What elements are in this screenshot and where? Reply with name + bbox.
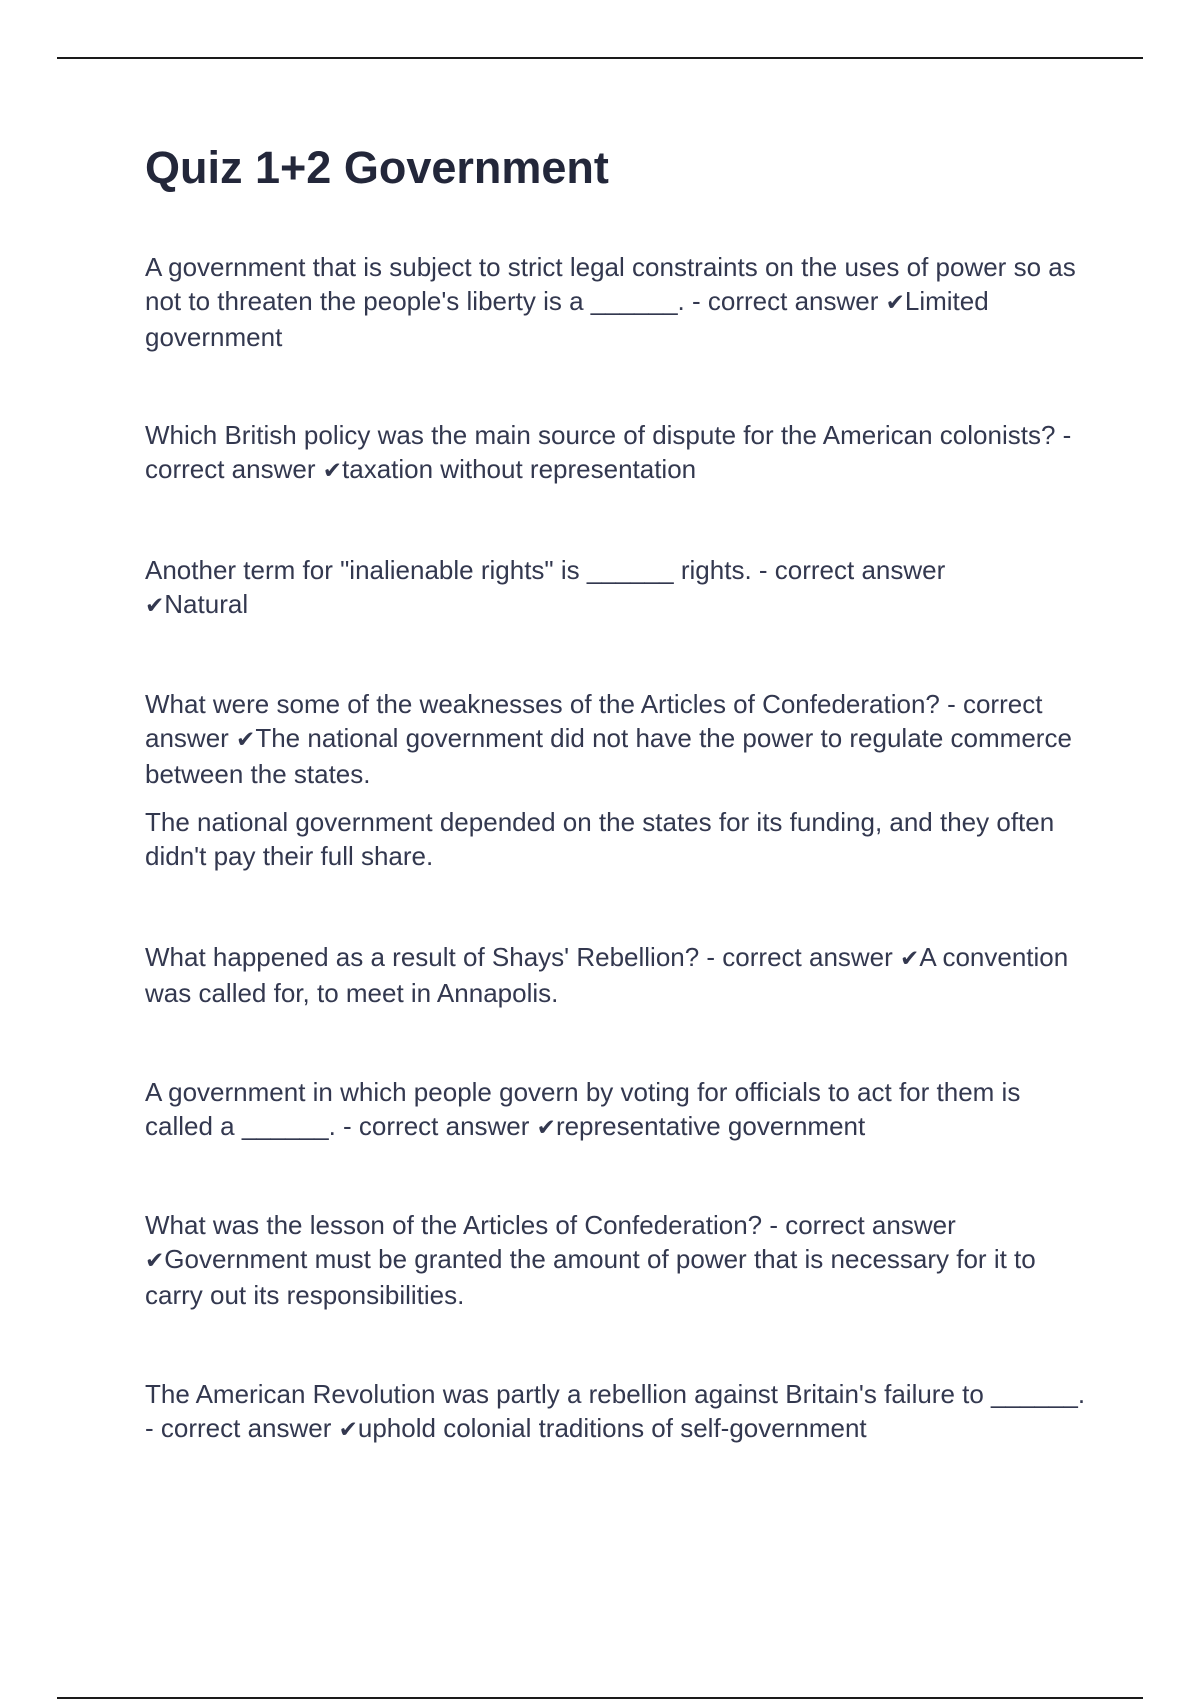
checkmark-icon: ✔ xyxy=(885,290,905,316)
question-text: What happened as a result of Shays' Rebellion? - correct answer xyxy=(145,942,901,972)
question-text: A government in which people govern by voting for officials to act for them is called a ______. - correct answer xyxy=(145,1077,1021,1141)
answer-text: Natural xyxy=(164,589,249,619)
question-text: What were some of the weaknesses of the Articles of Confederation? - correct answer xyxy=(145,689,1043,753)
answer-text: uphold colonial traditions of self-government xyxy=(357,1413,867,1443)
qa-item-1 xyxy=(145,250,1090,354)
top-rule xyxy=(57,57,1143,59)
checkmark-icon: ✔ xyxy=(145,593,165,619)
checkmark-icon: ✔ xyxy=(145,1248,165,1274)
answer-text: representative government xyxy=(555,1111,866,1141)
answer-text: Government must be granted the amount of power that is necessary for it to carry out its responsibilities. xyxy=(145,1244,1036,1310)
qa-item-4-continuation: The national government depended on the states for its funding, and they often didn't pay their full share. xyxy=(145,807,1055,871)
answer-text: Limited government xyxy=(145,286,989,352)
question-text: Another term for "inalienable rights" is ______ rights. - correct answer xyxy=(145,555,946,585)
checkmark-icon: ✔ xyxy=(338,1417,358,1443)
checkmark-icon: ✔ xyxy=(236,727,256,753)
qa-item-4 xyxy=(145,687,1090,791)
answer-text: taxation without representation xyxy=(342,454,697,484)
checkmark-icon: ✔ xyxy=(900,946,920,972)
page-title: Quiz 1+2 Government xyxy=(145,142,609,193)
checkmark-icon: ✔ xyxy=(322,458,343,484)
question-text: A government that is subject to strict legal constraints on the uses of power so as not to threaten the people's liberty is a ______. - correct answer xyxy=(145,252,1076,316)
qa-item-6 xyxy=(145,1075,1090,1145)
answer-text: The national government did not have the power to regulate commerce between the states. xyxy=(145,723,1072,789)
qa-item-3 xyxy=(145,553,1090,623)
qa-item-7 xyxy=(145,1208,1090,1312)
answer-text: A convention was called for, to meet in Annapolis. xyxy=(145,942,1069,1008)
qa-item-5 xyxy=(145,940,1090,1010)
question-text: What was the lesson of the Articles of Confederation? - correct answer xyxy=(145,1210,956,1240)
question-text: The American Revolution was partly a rebellion against Britain's failure to ______. - correct answer xyxy=(145,1379,1086,1443)
qa-item-8 xyxy=(145,1377,1090,1447)
question-text: Which British policy was the main source of dispute for the American colonists? - correct answer xyxy=(145,420,1072,484)
checkmark-icon: ✔ xyxy=(536,1115,556,1141)
bottom-rule xyxy=(57,1697,1143,1699)
qa-item-2 xyxy=(145,418,1090,488)
